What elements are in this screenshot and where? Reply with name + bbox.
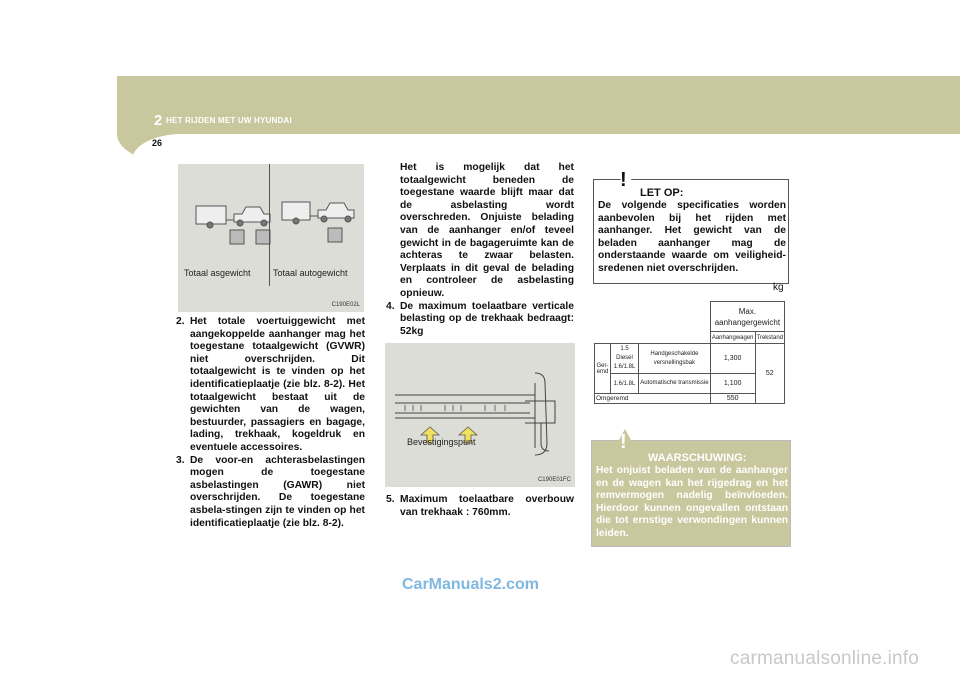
header-max-weight xyxy=(710,302,784,332)
caution-text: De volgende specificaties worden aanbevolen bij het rijden met aanhanger. Het gewicht van de beladen aanhanger mag de onderstaande waarde om veiligheid-sredenen niet overschrijden. xyxy=(598,200,786,274)
row-unbraked: Omgeremd xyxy=(595,394,711,404)
unit-label: kg xyxy=(773,282,784,293)
item-text: De voor-en achterasbelastingen mogen de toegestane asbelastingen (GAWR) niet overschrijden. De toegestane asbela-stingen zijn te vinden op het identificatieplaatje (zie blz. 8-2). xyxy=(190,454,365,529)
item-text: De maximum toelaatbare verticale belasting op de trekhaak bedraagt: 52kg xyxy=(400,300,574,337)
item-number: 4. xyxy=(386,300,395,312)
warning-title: WAARSCHUWING: xyxy=(648,452,747,464)
item-text: Het totale voertuiggewicht met aangekoppelde aanhanger mag het toegestane totaalgewicht (GVWR) niet overschrijden. Dit totaalgewicht is te vinden op het identificatieplaatje (zie blz. 8-2). Het totaalgewicht bestaat uit de gewichten van de wagen, bestuurder, passagiers en bagage, lading, trekhaak, kogeldruk en eventuele accessoires. xyxy=(190,316,365,453)
trans-auto: Automatische transmissie xyxy=(639,374,711,394)
caution-box xyxy=(593,169,789,284)
list-item-3 xyxy=(176,455,365,531)
value-tongue: 52 xyxy=(755,344,784,404)
row-braked: Ger-emd xyxy=(595,344,611,394)
watermark-carmanuals2[interactable]: CarManuals2.com xyxy=(402,576,539,593)
header-weight: aanhangergewicht xyxy=(714,317,781,327)
engine-3: 1.6/1.8L xyxy=(611,374,639,394)
item-number: 3. xyxy=(176,454,185,466)
chapter-title: HET RIJDEN MET UW HYUNDAI xyxy=(166,116,292,125)
item-number: 2. xyxy=(176,316,185,327)
value-auto: 1,100 xyxy=(710,374,755,394)
exclamation-icon: ! xyxy=(620,169,627,191)
engine-2: 1.6/1.8L xyxy=(613,364,636,370)
exclamation-icon: ! xyxy=(620,431,627,453)
col-tongue: Trekstand xyxy=(755,332,784,344)
figure-divider xyxy=(269,164,270,286)
engine-cell xyxy=(611,344,639,374)
value-unbraked: 550 xyxy=(710,394,755,404)
page-number: 26 xyxy=(152,138,163,148)
intro-paragraph: Het is mogelijk dat het totaalgewicht beneden de toegestane waarde blijft maar dat de asbelasting wordt overschreden. Onjuiste belading van de aanhanger en/of teveel gewicht in de bagageruimte kan de achteras te zwaar belasten. Verplaats in dit geval de belading en controleer de asbelasting opnieuw. xyxy=(400,162,574,299)
value-manual: 1,300 xyxy=(710,344,755,374)
list-item-2 xyxy=(176,316,365,455)
label-total-weight: Totaal autogewicht xyxy=(273,268,348,278)
figure-code: C190E01FC xyxy=(537,477,571,483)
item-text: Maximum toelaatbare overbouw van trekhaak : 760mm. xyxy=(400,494,574,518)
figure-code: C190E02L xyxy=(331,302,360,308)
weight-figure xyxy=(178,164,364,312)
list-item-5 xyxy=(386,494,574,519)
header-max: Max. xyxy=(738,306,757,316)
hitch-mount-illustration xyxy=(385,343,575,487)
trans-manual: Handgeschakelde versnellingsbak xyxy=(639,344,711,374)
col-trailer: Aanhangwagen xyxy=(710,332,755,344)
watermark-carmanualsonline: carmanualsonline.info xyxy=(730,648,920,669)
list-item-4 xyxy=(386,301,574,339)
caution-title: LET OP: xyxy=(640,187,684,199)
hitch-figure xyxy=(385,343,575,487)
label-axle-weight: Totaal asgewicht xyxy=(184,268,251,278)
warning-text: Het onjuist beladen van de aanhanger en de wagen kan het rijgedrag en het remvermogen nadelig beïnvloeden. Hierdoor kunnen ongevallen ontstaan die tot ernstige verwondingen kunnen leiden. xyxy=(596,465,788,539)
chapter-number: 2 xyxy=(154,112,163,129)
item-5-text xyxy=(386,494,574,519)
left-column-text xyxy=(176,316,365,530)
middle-column-text xyxy=(386,162,574,338)
right-trailer-car xyxy=(282,202,354,242)
left-trailer-car xyxy=(196,206,270,244)
mount-point-label: Bevestigingspunt xyxy=(407,437,476,447)
header-band xyxy=(117,76,960,134)
trailer-spec-table xyxy=(594,301,785,404)
item-number: 5. xyxy=(386,494,395,505)
warning-box xyxy=(591,431,791,547)
engine-1: 1.5 Diesel xyxy=(616,346,633,361)
